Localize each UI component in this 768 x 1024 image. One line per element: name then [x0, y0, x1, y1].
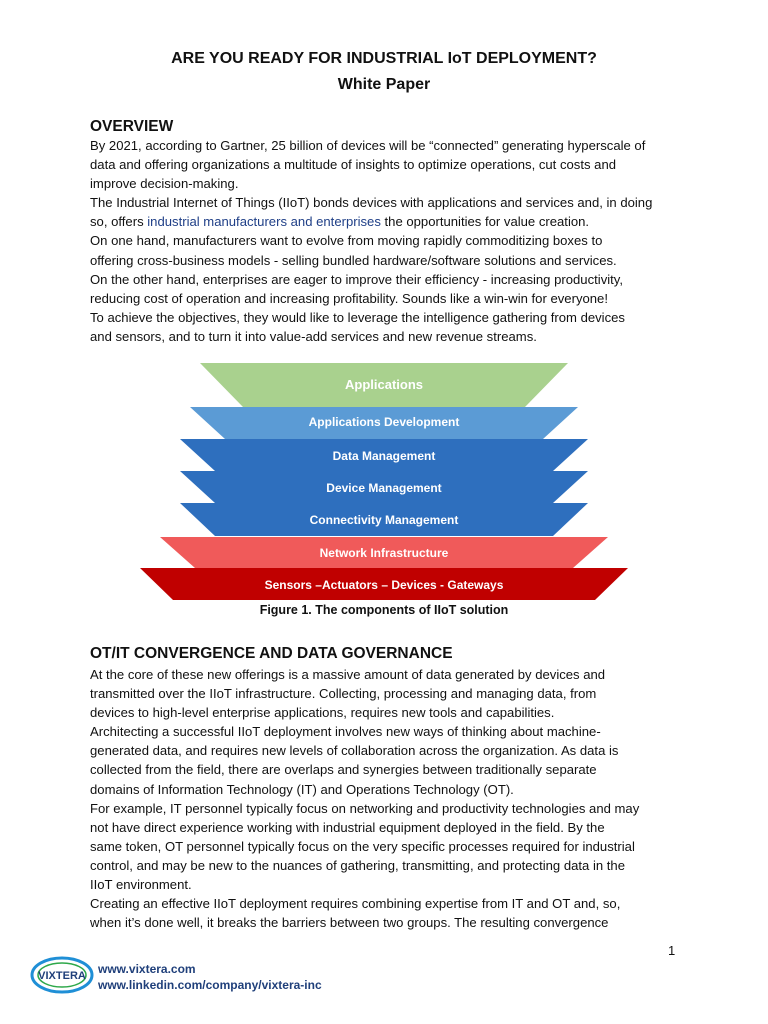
convergence-line: when it’s done well, it breaks the barriers between two groups. The resulting convergence: [90, 915, 609, 931]
footer-links: [98, 961, 322, 993]
document-title: ARE YOU READY FOR INDUSTRIAL IoT DEPLOYMENT?: [171, 50, 597, 67]
convergence-line: control, and may be new to the nuances of gathering, transmitting, and protecting data in the: [90, 857, 625, 873]
layer-applications: [200, 363, 568, 407]
overview-line: On the other hand, enterprises are eager to improve their efficiency - increasing productivity,: [90, 271, 623, 287]
linkedin-link[interactable]: www.linkedin.com/company/vixtera-inc: [98, 978, 322, 992]
overview-line: offering cross-business models - selling bundled hardware/software solutions and services.: [90, 252, 617, 268]
overview-line: improve decision-making.: [90, 176, 239, 192]
layer-connectivity: [180, 503, 588, 536]
iiot-stack-diagram: [0, 360, 768, 600]
logo-text: VIXTERA: [38, 970, 86, 982]
overview-line: On one hand, manufacturers want to evolve from moving rapidly commoditizing boxes to: [90, 233, 603, 249]
layer-label: Connectivity Management: [309, 513, 459, 527]
convergence-line: not have direct experience working with industrial equipment deployed in the field. By the: [90, 819, 605, 835]
overview-line: The Industrial Internet of Things (IIoT) bonds devices with applications and services and, in doing: [90, 195, 653, 211]
convergence-line: IIoT environment.: [90, 877, 192, 893]
overview-heading: OVERVIEW: [90, 118, 174, 135]
layer-device: [180, 471, 588, 503]
convergence-line: For example, IT personnel typically focus on networking and productivity technologies and may: [90, 800, 640, 816]
overview-body: [90, 136, 690, 346]
overview-line: and sensors, and to turn it into value-add services and new revenue streams.: [90, 328, 537, 344]
convergence-body: [90, 665, 690, 932]
overview-line-start: so, offers: [90, 214, 148, 230]
convergence-line: Creating an effective IIoT deployment requires combining expertise from IT and OT and, so,: [90, 896, 621, 912]
convergence-line: generated data, and requires new levels of collaboration across the organization. As data is: [90, 743, 619, 759]
layer-label: Device Management: [326, 481, 442, 495]
convergence-line: Architecting a successful IIoT deployment involves new ways of thinking about machine-: [90, 724, 601, 740]
overview-line-end: the opportunities for value creation.: [380, 214, 590, 230]
convergence-line: same token, OT personnel typically focus on the very specific processes required for industrial: [90, 838, 635, 854]
overview-line: To achieve the objectives, they would like to leverage the intelligence gathering from devices: [90, 309, 625, 325]
convergence-line: transmitted over the IIoT infrastructure. Collecting, processing and managing data, from: [90, 686, 597, 702]
layer-label: Sensors –Actuators – Devices - Gateways: [264, 578, 504, 592]
highlighted-phrase: industrial manufacturers and enterprises: [147, 214, 381, 230]
layer-sensors: [140, 568, 628, 600]
document-subtitle: White Paper: [337, 76, 431, 93]
convergence-heading: OT/IT CONVERGENCE AND DATA GOVERNANCE: [90, 645, 453, 662]
convergence-line: domains of Information Technology (IT) and Operations Technology (OT).: [90, 781, 514, 797]
overview-line: [90, 212, 690, 231]
layer-label: Data Management: [332, 449, 436, 463]
layer-data: [180, 439, 588, 471]
convergence-line: collected from the field, there are overlaps and synergies between traditionally separate: [90, 762, 597, 778]
overview-line: data and offering organizations a multitude of insights to optimize operations, cut costs and: [90, 157, 617, 173]
overview-line: By 2021, according to Gartner, 25 billion of devices will be “connected” generating hyperscale of: [90, 138, 646, 153]
page-number: 1: [668, 943, 676, 958]
layer-label: Network Infrastructure: [319, 546, 449, 560]
overview-line: reducing cost of operation and increasing profitability. Sounds like a win-win for everyone!: [90, 290, 608, 306]
layer-label: Applications: [344, 377, 424, 392]
convergence-line: At the core of these new offerings is a massive amount of data generated by devices and: [90, 667, 606, 682]
layer-label: Applications Development: [308, 415, 460, 429]
website-link[interactable]: www.vixtera.com: [98, 962, 196, 976]
figure-caption: Figure 1. The components of IIoT solution: [259, 603, 509, 617]
convergence-line: devices to high-level enterprise applications, requires new tools and capabilities.: [90, 705, 555, 721]
layer-network: [160, 537, 608, 568]
layer-app-dev: [190, 407, 578, 439]
